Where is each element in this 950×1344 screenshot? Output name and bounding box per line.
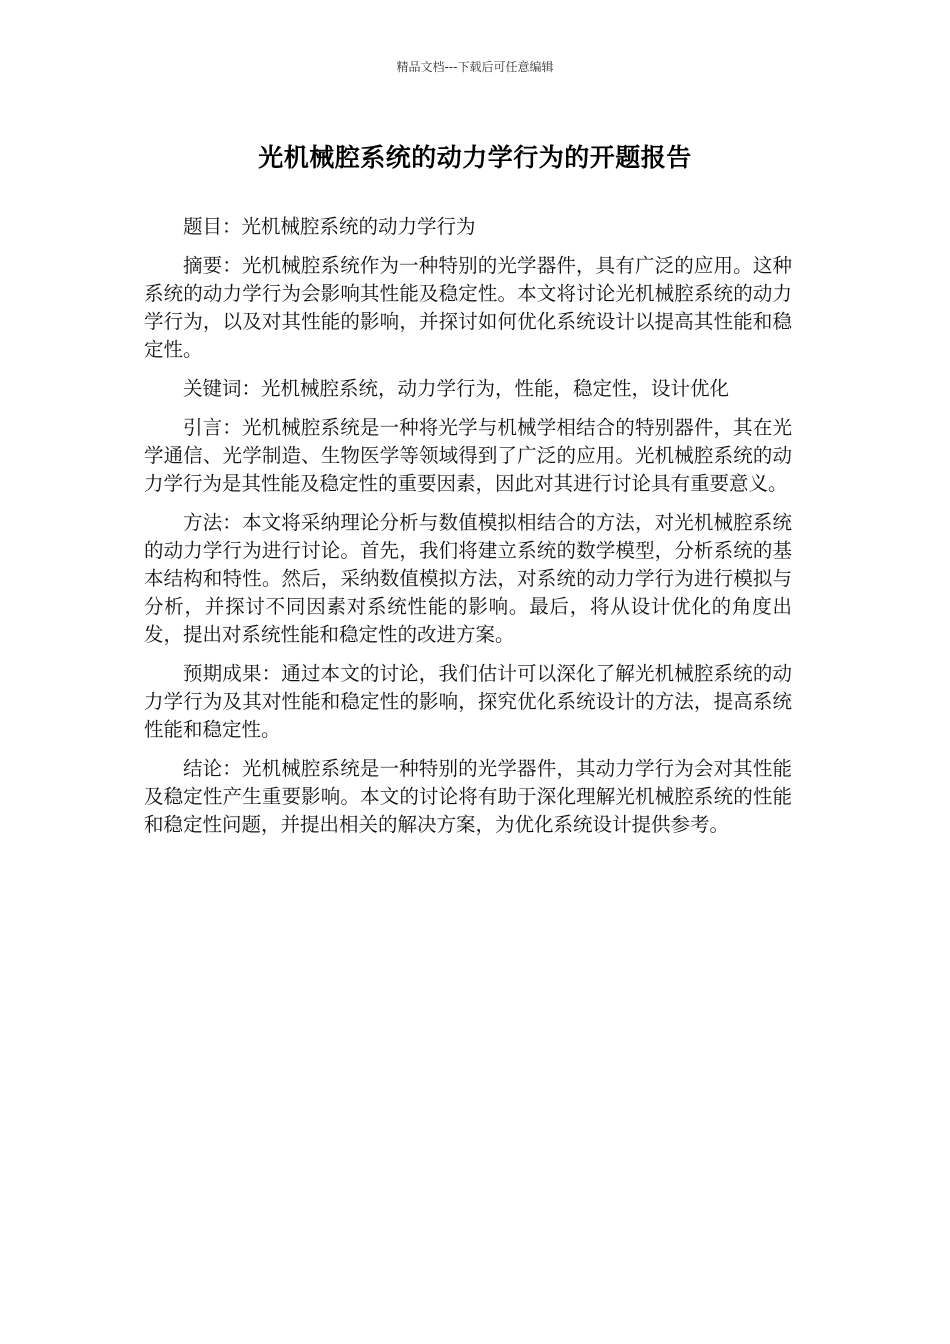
- paragraph-keywords: 关键词：光机械腔系统，动力学行为，性能，稳定性，设计优化: [183, 377, 730, 400]
- document-title: 光机械腔系统的动力学行为的开题报告: [258, 143, 692, 172]
- paragraph-introduction: 引言：光机械腔系统是一种将光学与机械学相结合的特别器件，其在光学通信、光学制造、生物医学等领域得到了广泛的应用。光机械腔系统的动力学行为是其性能及稳定性的重要因素，因此对其进行讨论具有重要意义。: [144, 416, 792, 495]
- paragraph-expected-results: 预期成果：通过本文的讨论，我们估计可以深化了解光机械腔系统的动力学行为及其对性能和稳定性的影响，探究优化系统设计的方法，提高系统性能和稳定性。: [144, 662, 792, 741]
- paragraph-abstract: 摘要：光机械腔系统作为一种特别的光学器件，具有广泛的应用。这种系统的动力学行为会影响其性能及稳定性。本文将讨论光机械腔系统的动力学行为，以及对其性能的影响，并探讨如何优化系统设计以提高其性能和稳定性。: [144, 254, 792, 361]
- paragraph-conclusion: 结论：光机械腔系统是一种特别的光学器件，其动力学行为会对其性能及稳定性产生重要影响。本文的讨论将有助于深化理解光机械腔系统的性能和稳定性问题，并提出相关的解决方案，为优化系统设计提供参考。: [144, 757, 792, 836]
- paragraph-topic: 题目：光机械腔系统的动力学行为: [183, 215, 476, 238]
- page-header: 精品文档---下载后可任意编辑: [396, 60, 554, 74]
- paragraph-method: 方法：本文将采纳理论分析与数值模拟相结合的方法，对光机械腔系统的动力学行为进行讨论。首先，我们将建立系统的数学模型，分析系统的基本结构和特性。然后，采纳数值模拟方法，对系统的动力学行为进行模拟与分析，并探讨不同因素对系统性能的影响。最后，将从设计优化的角度出发，提出对系统性能和稳定性的改进方案。: [144, 511, 792, 646]
- document-body: [144, 213, 792, 850]
